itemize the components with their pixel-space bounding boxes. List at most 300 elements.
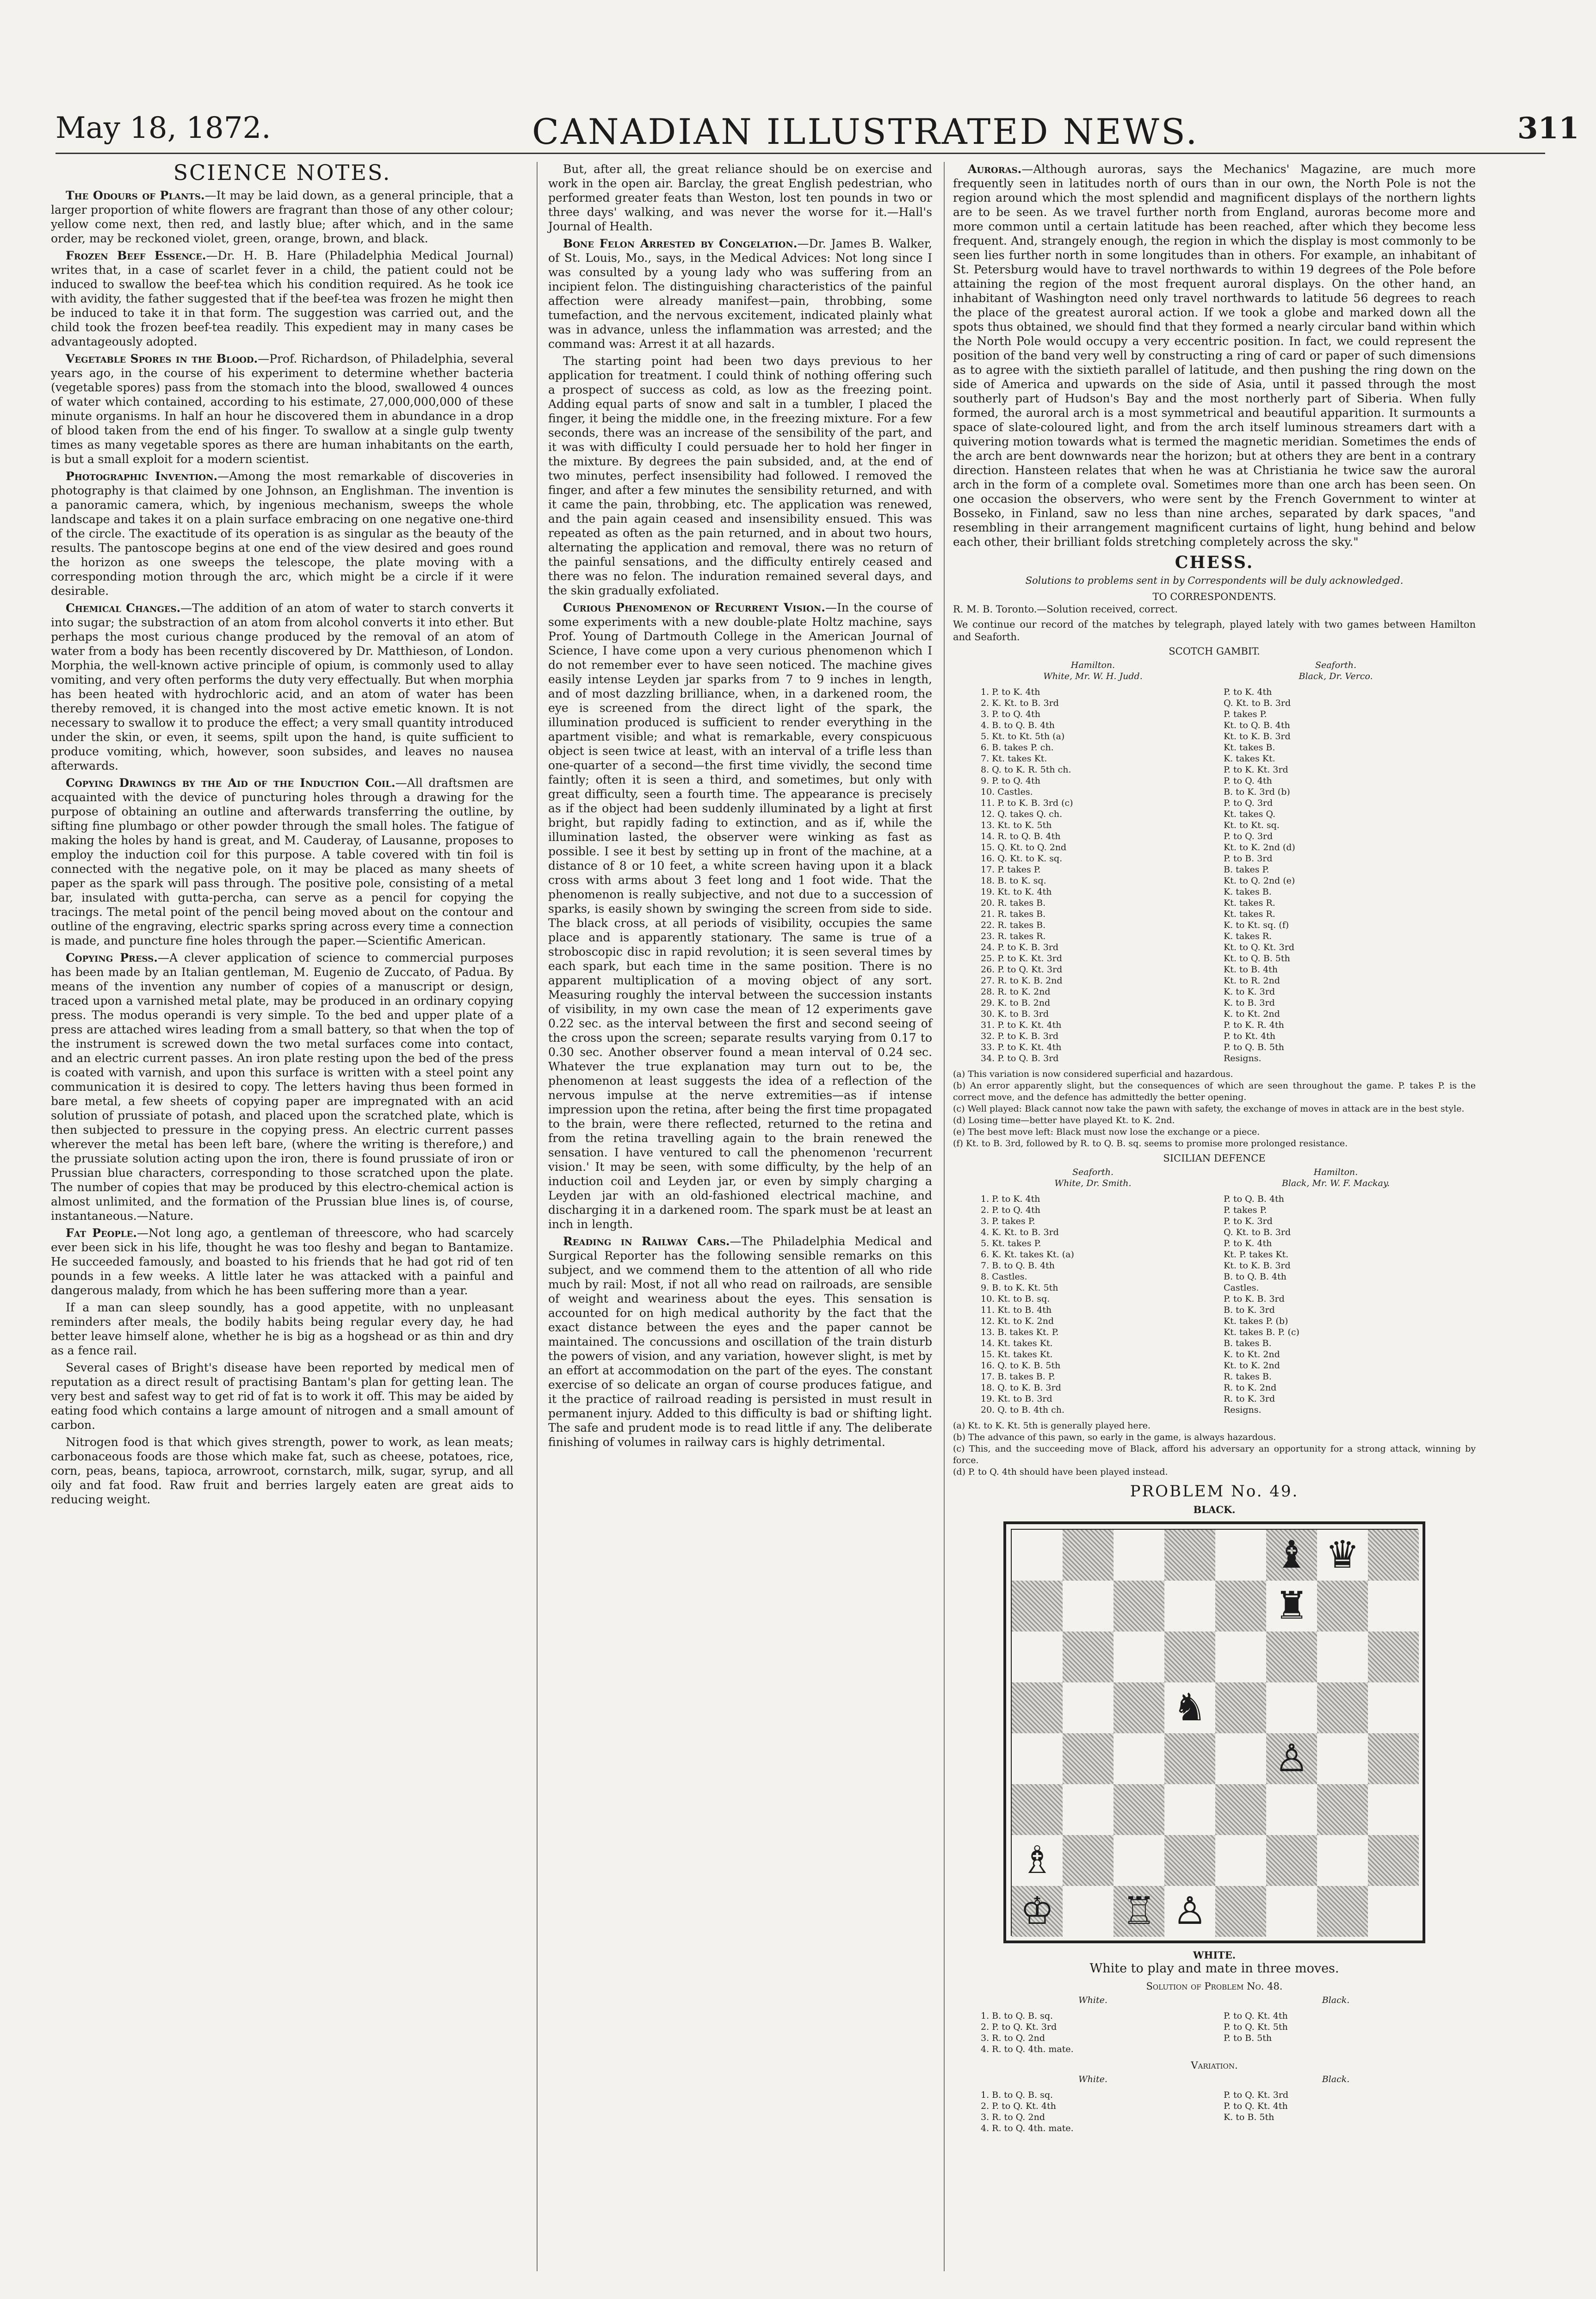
article-text: —Prof. Richardson, of Philadelphia, several years ago, in the course of his experiment to determine whether bacteria (vegetable spores) pass from the stomach into the blood, swallowed 4 ounces of water which contained, according to his estimate, 27,000,000,000 of these minute organisms. In half an hour he discovered them in abundance in a drop of blood taken from the end of his finger. To swallow at a single gulp twenty times as many vegetable spores as there are human inhabitants on the earth, is but a small exploit for a modern scientist. <box>51 352 513 466</box>
game1-notes <box>953 1069 1476 1150</box>
white-move: 4. K. Kt. to B. 3rd <box>981 1227 1059 1237</box>
white-king-icon: ♔ <box>1020 1889 1054 1933</box>
white-move: 2. P. to Q. Kt. 4th <box>981 2101 1056 2111</box>
black-move: P. to K. 3rd <box>1224 1216 1273 1226</box>
article-heading: Auroras. <box>968 162 1022 176</box>
board-square <box>1113 1632 1164 1682</box>
white-move: 16. Q. to K. B. 5th <box>981 1360 1061 1371</box>
article-paragraph <box>548 354 932 598</box>
board-square <box>1368 1682 1419 1733</box>
white-move: 34. P. to Q. B. 3rd <box>981 1053 1059 1063</box>
black-move: P. to Q. B. 4th <box>1224 1194 1284 1204</box>
board-square <box>1063 1530 1113 1581</box>
black-move: Kt. to K. 2nd <box>1224 1360 1280 1371</box>
black-move: P. to K. R. 4th <box>1224 1020 1284 1030</box>
white-move: 32. P. to K. B. 3rd <box>981 1031 1059 1041</box>
white-move: 25. P. to K. Kt. 3rd <box>981 953 1062 964</box>
white-move: 7. Kt. takes Kt. <box>981 754 1047 764</box>
black-move: Kt. takes B. P. (c) <box>1224 1327 1299 1337</box>
board-square <box>1368 1784 1419 1835</box>
white-move: 8. Q. to K. R. 5th ch. <box>981 765 1071 775</box>
white-move: 3. R. to Q. 2nd <box>981 2033 1045 2043</box>
solution-moves <box>981 2010 1448 2055</box>
black-move: B. takes B. <box>1224 1338 1272 1348</box>
white-move: 9. P. to Q. 4th <box>981 776 1040 786</box>
black-bishop-icon: ♝ <box>1274 1533 1309 1577</box>
white-move: 16. Q. Kt. to K. sq. <box>981 853 1063 864</box>
game1-header <box>981 660 1448 682</box>
game2-header <box>981 1167 1448 1189</box>
black-move: P. to K. B. 3rd <box>1224 1294 1285 1304</box>
article-text: Several cases of Bright's disease have been reported by medical men of reputation as a direct result of practising Bantam's plan for getting lean. The very best and safest way to get rid of fat is to work it off. This may be aided by eating food which contains a large amount of nitrogen and a small amount of carbon. <box>51 1361 513 1432</box>
board-square <box>1063 1886 1113 1937</box>
game2-right-place: Hamilton. <box>1313 1167 1358 1177</box>
board-square <box>1317 1733 1368 1784</box>
article-heading: Photographic Invention. <box>66 470 218 483</box>
black-move: P. to Q. Kt. 5th <box>1224 2022 1288 2032</box>
article-heading: Chemical Changes. <box>66 601 181 615</box>
article-heading: Copying Drawings by the Aid of the Induction Coil. <box>66 776 396 790</box>
black-move: P. to Q. 3rd <box>1224 798 1273 808</box>
game-note: (e) The best move left: Black must now lose the exchange or a piece. <box>953 1127 1260 1137</box>
article-heading: Reading in Railway Cars. <box>563 1235 730 1248</box>
black-move: B. to Q. B. 4th <box>1224 1272 1287 1282</box>
black-move: K. to Kt. sq. (f) <box>1224 920 1289 930</box>
white-move: 15. Q. Kt. to Q. 2nd <box>981 842 1067 853</box>
solution-title: Solution of Problem No. 48. <box>1146 1981 1283 1992</box>
white-move: 3. P. to Q. 4th <box>981 709 1040 719</box>
black-move: P. to K. Kt. 3rd <box>1224 765 1288 775</box>
black-move: Kt. takes B. <box>1224 742 1275 753</box>
black-queen-icon: ♛ <box>1325 1533 1360 1577</box>
chess-column <box>953 162 1476 2138</box>
article-paragraph <box>51 776 513 948</box>
variation-header <box>981 2074 1448 2085</box>
article-text: —The Philadelphia Medical and Surgical Reporter has the following sensible remarks on this subject, and we commend them to the attention of all who ride much by rail: Most, if not all who read on railroads, are sensible of weight and weariness about the eyes. This sensation is accounted for on high medical authority by the fact that the exact distance between the eyes and the paper cannot be maintained. The concussions and oscillation of the train disturb the powers of vision, and any variation, however slight, is met by an effort at accommodation on the part of the eyes. The constant exercise of so delicate an organ of course produces fatigue, and it the practice of railroad reading is persisted in must result in permanent injury. Added to this difficulty is bad or shifting light. The safe and prudent mode is to read little if any. The deliberate finishing of volumes in railway cars is highly detrimental. <box>548 1235 932 1449</box>
board-square <box>1317 1530 1368 1581</box>
black-move: P. to Q. Kt. 4th <box>1224 2011 1288 2021</box>
black-move: Kt. to K. 2nd (d) <box>1224 842 1295 853</box>
white-move: 3. P. takes P. <box>981 1216 1035 1226</box>
black-move: P. to Q. Kt. 4th <box>1224 2101 1288 2111</box>
page-number: 311 <box>1517 111 1579 146</box>
article-paragraph <box>953 162 1476 549</box>
variation-title: Variation. <box>1191 2060 1238 2071</box>
black-move: K. to B. 5th <box>1224 2112 1274 2122</box>
white-move: 14. Kt. takes Kt. <box>981 1338 1053 1348</box>
board-square <box>1063 1784 1113 1835</box>
board-square <box>1368 1886 1419 1937</box>
black-move: R. takes B. <box>1224 1372 1272 1382</box>
black-move: B. to K. 3rd (b) <box>1224 787 1290 797</box>
game2-right-player: Black, Mr. W. F. Mackay. <box>1281 1178 1390 1188</box>
black-move: Kt. to R. 2nd <box>1224 976 1280 986</box>
board-square <box>1063 1682 1113 1733</box>
white-pawn-icon: ♙ <box>1274 1737 1309 1780</box>
board-square <box>1215 1581 1266 1632</box>
white-move: 1. P. to K. 4th <box>981 687 1040 697</box>
game-note: (b) The advance of this pawn, so early in the game, is always hazardous. <box>953 1432 1276 1442</box>
game-note: (d) P. to Q. 4th should have been played instead. <box>953 1467 1168 1477</box>
black-move: K. takes R. <box>1224 931 1272 941</box>
white-move: 17. P. takes P. <box>981 865 1041 875</box>
black-move: Castles. <box>1224 1283 1259 1293</box>
variation-black-label: Black. <box>1322 2074 1350 2084</box>
article-text: —In the course of some experiments with a new double-plate Holtz machine, says Prof. Young of Dartmouth College in the American Journal of Science, I have come upon a very curious phenomenon which I do not remember ever to have seen noticed. The machine gives easily intense Leyden jar sparks from 7 to 9 inches in length, and of most dazzling brilliance, when, in a darkened room, the eye is screened from the direct light of the spark, the illumination produced is sufficient to render everything in the apartment visible; and what is remarkable, every conspicuous object is seen twice at least, with an interval of a trifle less than one-quarter of a second—the first time vividly, the second time faintly; often it is seen a third, and sometimes, but only with great difficulty, seen a fourth time. The appearance is precisely as if the object had been suddenly illuminated by a light at first bright, but rapidly fading to extinction, and as if, while the illumination lasted, the observer were winking as fast as possible. I see it best by setting up in front of the machine, at a distance of 8 or 10 feet, a white screen having upon it a black cross with arms about 3 feet long and 1 foot wide. That the phenomenon is really subjective, and not due to a succession of sparks, is easily shown by swinging the screen from side to side. The black cross, at all periods of visibility, occupies the same place and is apparently stationary. The same is true of a stroboscopic disc in rapid revolution; it is seen several times by each spark, but each time in the same position. There is no apparent multiplication of a moving object of any sort. Measuring roughly the interval between the succession instants of visibility, in my own case the mean of 12 experiments gave 0.22 sec. as the interval between the first and second seeing of the cross upon the screen; separate results varying from 0.17 to 0.30 sec. Another observer found a mean interval of 0.24 sec. Whatever the true explanation may turn out to be, the phenomenon at least suggests the idea of a reflection of the nervous impulse at the nerve extremities—as if intense impression upon the retina, after being the first time propagated to the brain, were there reflected, returned to the retina and from the retina travelling again to the brain renewed the sensation. I have ventured to call the phenomenon 'recurrent vision.' It may be seen, with some difficulty, by the help of an induction coil and Leyden jar, or even by simply charging a Leyden jar with an old-fashioned electrical machine, and discharging it in a darkened room. The spark must be at least an inch in length. <box>548 601 932 1231</box>
article-paragraph <box>51 1300 513 1358</box>
article-heading: The Odours of Plants. <box>66 189 205 202</box>
white-move: 24. P. to K. B. 3rd <box>981 942 1059 952</box>
game-note: (c) This, and the succeeding move of Black, afford his adversary an opportunity for a strong attack, winning by force. <box>953 1444 1476 1465</box>
white-move: 8. Castles. <box>981 1272 1027 1282</box>
white-move: 12. Kt. to K. 2nd <box>981 1316 1054 1326</box>
white-bishop-icon: ♗ <box>1020 1838 1054 1882</box>
white-move: 13. Kt. to K. 5th <box>981 820 1052 830</box>
board-square <box>1368 1581 1419 1632</box>
white-move: 1. B. to Q. B. sq. <box>981 2011 1053 2021</box>
board-square <box>1012 1784 1063 1835</box>
problem-caption: White to play and mate in three moves. <box>1089 1961 1339 1976</box>
white-move: 30. K. to B. 3rd <box>981 1009 1049 1019</box>
black-move: P. takes P. <box>1224 709 1267 719</box>
solution-black-label: Black. <box>1322 1995 1350 2005</box>
white-move: 19. Kt. to K. 4th <box>981 887 1052 897</box>
white-move: 10. Castles. <box>981 787 1033 797</box>
board-square <box>1012 1632 1063 1682</box>
article-text: If a man can sleep soundly, has a good appetite, with no unpleasant reminders after meals, the bodily habits being regular every day, he had better leave himself alone, whether he is big as a hogshead or as thin and dry as a fence rail. <box>51 1301 513 1357</box>
variation-moves <box>981 2089 1448 2134</box>
white-move: 29. K. to B. 2nd <box>981 998 1051 1008</box>
white-move: 20. Q. to B. 4th ch. <box>981 1405 1065 1415</box>
black-move: P. to B. 3rd <box>1224 853 1273 864</box>
black-move: Kt. to K. B. 3rd <box>1224 731 1291 742</box>
black-move: Resigns. <box>1224 1405 1262 1415</box>
white-move: 27. R. to K. B. 2nd <box>981 976 1063 986</box>
article-paragraph <box>548 162 932 234</box>
article-heading: Curious Phenomenon of Recurrent Vision. <box>563 601 825 614</box>
white-move: 5. Kt. takes P. <box>981 1238 1041 1248</box>
white-move: 14. R. to Q. B. 4th <box>981 831 1061 841</box>
black-move: K. to Kt. 2nd <box>1224 1009 1280 1019</box>
article-paragraph <box>51 601 513 773</box>
article-paragraph <box>51 188 513 246</box>
black-move: P. to K. 4th <box>1224 1238 1272 1248</box>
chess-notice: Solutions to problems sent in by Correspondents will be duly acknowledged. <box>1025 575 1404 586</box>
board-square <box>1368 1835 1419 1886</box>
article-paragraph <box>51 469 513 598</box>
solution-white-label: White. <box>1078 1995 1107 2005</box>
article-text: —All draftsmen are acquainted with the device of puncturing holes through a drawing for the purpose of obtaining an outline and afterwards transferring the outline, by sifting fine plumbago or other powder through the small holes. The fatigue of making the holes by hand is great, and M. Cauderay, of Lausanne, proposes to employ the induction coil for this purpose. A table covered with tin foil is connected with the negative pole, on it may be placed as many sheets of paper as the spark will pass through. The positive pole, consisting of a metal bar, insulated with gutta-percha, can serve as a pencil for copying the tracings. The metal point of the pencil being moved about on the contour and outline of the engraving, electric sparks spring across every time a connection is made, and puncture fine holes through the paper.—Scientific American. <box>51 776 513 947</box>
article-heading: Vegetable Spores in the Blood. <box>66 352 258 365</box>
article-heading: Frozen Beef Essence. <box>66 249 206 262</box>
chess-title: CHESS. <box>1175 553 1254 572</box>
black-move: K. takes Kt. <box>1224 754 1275 764</box>
black-move: Kt. to Q. B. 5th <box>1224 953 1290 964</box>
white-move: 9. B. to K. Kt. 5th <box>981 1283 1058 1293</box>
board-square <box>1164 1530 1215 1581</box>
board-square <box>1215 1835 1266 1886</box>
white-move: 31. P. to K. Kt. 4th <box>981 1020 1062 1030</box>
white-move: 22. R. takes B. <box>981 920 1046 930</box>
board-square <box>1113 1581 1164 1632</box>
black-move: R. to K. 3rd <box>1224 1394 1275 1404</box>
black-move: Q. Kt. to B. 3rd <box>1224 1227 1291 1237</box>
article-paragraph <box>548 1234 932 1449</box>
problem-black-label: BLACK. <box>1193 1504 1236 1515</box>
black-move: P. to Q. 4th <box>1224 776 1272 786</box>
white-move: 1. P. to K. 4th <box>981 1194 1040 1204</box>
board-square <box>1266 1835 1317 1886</box>
article-text: —Although auroras, says the Mechanics' Magazine, are much more frequently seen in latitudes north of ours than in our own, the North Pole is not the region around which the most splendid and magnificent displays of the northern lights are to be seen. As we travel further north from England, auroras become more and more common until a certain latitude has been reached, after which they become less frequent. And, strangely enough, the region in which the display is most commonly to be seen lies further north in some longitudes than in others. For example, an inhabitant of St. Petersburg would have to travel northwards to within 19 degrees of the Pole before attaining the region of the most frequent auroral displays. On the other hand, an inhabitant of Washington need only travel northwards to latitude 56 degrees to reach the place of the greatest auroral action. If we took a globe and marked down all the spots thus obtained, we should find that they formed a nearly circular band within which the North Pole would occupy a very eccentric position. In fact, we could represent the position of the band very well by constructing a ring of card or paper of such dimensions as to agree with the sixtieth parallel of latitude, and then pushing the ring down on the side of America and upwards on the side of Asia, until it passed through the most southerly part of Hudson's Bay and the most northerly part of Siberia. When fully formed, the auroral arch is a most symmetrical and beautiful apparition. It surmounts a space of slate-coloured light, and from the arch itself luminous streamers dart with a quivering motion towards what is termed the magnetic meridian. Sometimes the ends of the arch are bent downwards near the horizon; but at others they are bent in a contrary direction. Hansteen relates that when he was at Christiania he twice saw the auroral arch in the form of a complete oval. Sometimes more than one arch has been seen. On one occasion the observers, who were sent by the French Government to winter at Bosseko, in Finland, saw no less than nine arches, separated by dark spaces, "and resembling in their arrangement magnificent curtains of light, hung behind and below each other, their brilliant folds stretching completely across the sky." <box>953 162 1476 549</box>
board-square <box>1317 1581 1368 1632</box>
board-square <box>1317 1632 1368 1682</box>
black-move: Kt. to Q. 2nd (e) <box>1224 876 1295 886</box>
board-square <box>1012 1682 1063 1733</box>
problem-title: PROBLEM No. 49. <box>1130 1482 1299 1501</box>
game1-moves <box>981 686 1448 1064</box>
correspondents-text: R. M. B. Toronto.—Solution received, correct. <box>953 604 1178 615</box>
board-square <box>1164 1835 1215 1886</box>
white-move: 1. B. to Q. B. sq. <box>981 2090 1053 2100</box>
game-note: (d) Losing time—better have played Kt. to K. 2nd. <box>953 1115 1175 1125</box>
board-square <box>1113 1835 1164 1886</box>
white-move: 3. R. to Q. 2nd <box>981 2112 1045 2122</box>
black-move: Kt. takes P. (b) <box>1224 1316 1288 1326</box>
game-note: (b) An error apparently slight, but the consequences of which are seen throughout the game. P. takes P. is the correct move, and the defence has admittedly the better opening. <box>953 1081 1476 1102</box>
board-square <box>1113 1530 1164 1581</box>
black-move: P. to K. 4th <box>1224 687 1272 697</box>
black-move: Kt. takes R. <box>1224 898 1275 908</box>
game2-opening: SICILIAN DEFENCE <box>1163 1153 1266 1164</box>
black-move: P. to Q. B. 5th <box>1224 1042 1284 1052</box>
black-move: B. takes P. <box>1224 865 1269 875</box>
game2-left-place: Seaforth. <box>1072 1167 1114 1177</box>
article-paragraph <box>548 600 932 1231</box>
white-move: 2. P. to Q. 4th <box>981 1205 1040 1215</box>
white-move: 7. B. to Q. B. 4th <box>981 1261 1055 1271</box>
black-move: P. to Q. Kt. 3rd <box>1224 2090 1289 2100</box>
article-paragraph <box>548 236 932 351</box>
white-move: 11. Kt. to B. 4th <box>981 1305 1052 1315</box>
board-square <box>1266 1581 1317 1632</box>
black-move: Kt. to Kt. sq. <box>1224 820 1280 830</box>
board-square <box>1012 1733 1063 1784</box>
black-move: K. to Kt. 2nd <box>1224 1349 1280 1360</box>
article-paragraph <box>51 1226 513 1298</box>
solution-header <box>981 1995 1448 2006</box>
article-heading: Copying Press. <box>66 951 158 964</box>
board-square <box>1266 1632 1317 1682</box>
board-square <box>1215 1530 1266 1581</box>
game2-notes <box>953 1420 1476 1478</box>
white-move: 10. Kt. to B. sq. <box>981 1294 1050 1304</box>
board-square <box>1317 1682 1368 1733</box>
board-square <box>1012 1886 1063 1937</box>
board-square <box>1215 1784 1266 1835</box>
game2-left-player: White, Dr. Smith. <box>1054 1178 1132 1188</box>
board-square <box>1113 1784 1164 1835</box>
article-paragraph <box>51 951 513 1223</box>
chess-diagram <box>1003 1521 1425 1943</box>
board-square <box>1215 1886 1266 1937</box>
black-move: B. to K. 3rd <box>1224 1305 1275 1315</box>
board-square <box>1317 1886 1368 1937</box>
board-square <box>1063 1632 1113 1682</box>
black-move: Kt. to B. 4th <box>1224 964 1278 975</box>
black-move: Kt. to Q. Kt. 3rd <box>1224 942 1294 952</box>
article-text: —Dr. H. B. Hare (Philadelphia Medical Journal) writes that, in a case of scarlet fever in a child, the patient could not be induced to swallow the beef-tea which his condition required. As he took ice with avidity, the father suggested that if the beef-tea was frozen he might then be induced to take it in that form. The suggestion was carried out, and the child took the frozen beef-tea readily. This expedient may in many cases be advantageously adopted. <box>51 249 513 348</box>
white-move: 13. B. takes Kt. P. <box>981 1327 1059 1337</box>
article-paragraph <box>51 1435 513 1507</box>
board-square <box>1113 1733 1164 1784</box>
board-square <box>1012 1530 1063 1581</box>
white-move: 4. B. to Q. B. 4th <box>981 720 1055 730</box>
black-move: P. takes P. <box>1224 1205 1267 1215</box>
board-square <box>1164 1733 1215 1784</box>
header-rule <box>56 153 1545 154</box>
article-text: —Among the most remarkable of discoveries in photography is that claimed by one Johnson, an Englishman. The invention is a panoramic camera, which, by ingenious mechanism, sweeps the whole landscape and takes it on a plain surface embracing on one negative one-third of the circle. The exactitude of its operation is as singular as the beauty of the results. The pantoscope begins at one end of the view desired and goes round the horizon as one sweeps the telescope, the plate moving with a corresponding motion through the arc, which might be a circle if it were desirable. <box>51 470 513 598</box>
article-heading: Fat People. <box>66 1226 137 1240</box>
board-square <box>1113 1886 1164 1937</box>
black-move: Kt. P. takes Kt. <box>1224 1249 1289 1260</box>
article-text: —The addition of an atom of water to starch converts it into sugar; the substraction of an atom from alcohol converts it into ether. But perhaps the most curious change produced by the removal of an atom of water from a body has been recently discovered by Dr. Matthieson, of London. Morphia, the well-known active principle of opium, is commonly used to allay vomiting, and very often performs the duty very effectually. But when morphia has been heated with hydrochloric acid, and an atom of water has been thereby removed, it is changed into the most active emetic known. It is not necessary to swallow it to produce the effect; a very small quantity introduced under the skin, or even, it seems, spilt upon the hand, is quite sufficient to produce vomiting, which, however, soon subsides, and leaves no nausea afterwards. <box>51 601 513 773</box>
article-text: Nitrogen food is that which gives strength, power to work, as lean meats; carbonaceous foods are those which make fat, such as cheese, potatoes, rice, corn, peas, beans, tapioca, arrowroot, cornstarch, milk, sugar, syrup, and all oily and fat food. Raw fruit and berries largely eaten are great aids to reducing weight. <box>51 1435 513 1506</box>
board-square <box>1368 1530 1419 1581</box>
board-square <box>1266 1733 1317 1784</box>
article-paragraph <box>51 352 513 466</box>
black-move: K. to B. 3rd <box>1224 998 1275 1008</box>
black-move <box>1224 2044 1448 2055</box>
black-knight-icon: ♞ <box>1173 1686 1207 1730</box>
white-move: 11. P. to K. B. 3rd (c) <box>981 798 1073 808</box>
white-move: 4. R. to Q. 4th. mate. <box>981 2044 1074 2054</box>
board-square <box>1164 1581 1215 1632</box>
article-text: —It may be laid down, as a general principle, that a larger proportion of white flowers are fragrant than those of any other colour; yellow come next, then red, and lastly blue; after which, and in the same order, may be reckoned violet, green, orange, brown, and black. <box>51 189 513 245</box>
white-rook-icon: ♖ <box>1122 1889 1156 1933</box>
white-pawn-icon: ♙ <box>1173 1889 1207 1933</box>
white-move: 26. P. to Q. Kt. 3rd <box>981 964 1063 975</box>
white-move: 28. R. to K. 2nd <box>981 987 1051 997</box>
column-divider <box>944 162 945 2271</box>
variation-white-label: White. <box>1078 2074 1107 2084</box>
board-square <box>1113 1682 1164 1733</box>
black-move: P. to Q. 3rd <box>1224 831 1273 841</box>
board-square <box>1368 1733 1419 1784</box>
chess-board <box>1011 1529 1418 1936</box>
science-column-1 <box>51 162 513 1509</box>
science-column-2 <box>548 162 932 1452</box>
white-move: 23. R. takes R. <box>981 931 1046 941</box>
board-square <box>1266 1682 1317 1733</box>
black-move: Kt. to K. B. 3rd <box>1224 1261 1291 1271</box>
board-square <box>1164 1784 1215 1835</box>
board-square <box>1063 1835 1113 1886</box>
board-square <box>1215 1733 1266 1784</box>
game-note: (a) Kt. to K. Kt. 5th is generally played here. <box>953 1421 1151 1431</box>
board-square <box>1164 1886 1215 1937</box>
black-move: P. to Kt. 4th <box>1224 1031 1275 1041</box>
board-square <box>1215 1682 1266 1733</box>
board-square <box>1164 1632 1215 1682</box>
game-note: (c) Well played: Black cannot now take the pawn with safety, the exchange of moves in attack are in the best style. <box>953 1104 1465 1114</box>
game1-opening: SCOTCH GAMBIT. <box>1169 646 1260 657</box>
game-note: (a) This variation is now considered superficial and hazardous. <box>953 1069 1233 1079</box>
column-divider <box>537 162 538 2271</box>
black-move: Resigns. <box>1224 1053 1262 1063</box>
article-text: The starting point had been two days previous to her application for treatment. I could think of nothing offering such a prospect of success as cold, as low as the freezing point. Adding equal parts of snow and salt in a tumbler, I placed the finger, it being the middle one, in the freezing mixture. For a few seconds, there was an increase of the sensibility of the part, and it was with difficulty I could persuade her to hold her finger in the mixture. By degrees the pain subsided, and, at the end of two minutes, perfect insensibility had followed. I removed the finger, and after a few minutes the sensibility returned, and with it came the pain, throbbing, etc. The application was renewed, and the pain again ceased and insensibility ensued. This was repeated as often as the pain returned, and in about two hours, alternating the application and removal, there was no return of the painful sensations, and the difficulty entirely ceased and there was no felon. The induration remained several days, and the skin gradually exfoliated. <box>548 354 932 597</box>
white-move: 21. R. takes B. <box>981 909 1046 919</box>
white-move: 2. P. to Q. Kt. 3rd <box>981 2022 1057 2032</box>
board-square <box>1368 1632 1419 1682</box>
black-move: K. to K. 3rd <box>1224 987 1275 997</box>
board-square <box>1266 1784 1317 1835</box>
black-move: Kt. takes Q. <box>1224 809 1276 819</box>
white-move: 18. B. to K. sq. <box>981 876 1046 886</box>
board-square <box>1012 1581 1063 1632</box>
game1-right-player: Black, Dr. Verco. <box>1299 671 1373 681</box>
masthead-title: CANADIAN ILLUSTRATED NEWS. <box>532 111 1199 152</box>
game-note: (f) Kt. to B. 3rd, followed by R. to Q. B. sq. seems to promise more prolonged resistance. <box>953 1138 1348 1149</box>
black-move: K. takes B. <box>1224 887 1272 897</box>
white-move: 6. K. Kt. takes Kt. (a) <box>981 1249 1074 1260</box>
black-move: R. to K. 2nd <box>1224 1383 1277 1393</box>
black-move: Kt. to Q. B. 4th <box>1224 720 1290 730</box>
black-rook-icon: ♜ <box>1274 1584 1309 1628</box>
game2-moves <box>981 1193 1448 1415</box>
board-square <box>1063 1581 1113 1632</box>
correspondents-title: TO CORRESPONDENTS. <box>1152 591 1276 602</box>
section-title: SCIENCE NOTES. <box>173 160 391 185</box>
white-move: 12. Q. takes Q. ch. <box>981 809 1063 819</box>
black-move <box>1224 2123 1448 2134</box>
chess-intro: We continue our record of the matches by telegraph, played lately with two games between Hamilton and Seaforth. <box>953 619 1476 643</box>
board-square <box>1215 1632 1266 1682</box>
board-square <box>1266 1530 1317 1581</box>
white-move: 2. K. Kt. to B. 3rd <box>981 698 1059 708</box>
game1-left-player: White, Mr. W. H. Judd. <box>1043 671 1143 681</box>
white-move: 6. B. takes P. ch. <box>981 742 1054 753</box>
white-move: 33. P. to K. Kt. 4th <box>981 1042 1062 1052</box>
board-square <box>1164 1682 1215 1733</box>
article-text: —A clever application of science to commercial purposes has been made by an Italian gentleman, M. Eugenio de Zuccato, of Padua. By means of the invention any number of copies of a manuscript or design, traced upon a varnished metal plate, may be produced in an ordinary copying press. The modus operandi is very simple. To the bed and upper plate of a press are attached wires leading from a small battery, so that when the top of the instrument is screwed down the two metal surfaces come into contact, and an electric current passes. An iron plate resting upon the bed of the press is coated with varnish, and upon this surface is written with a steel point any communication it is desired to copy. The letters having thus been formed in bare metal, a few sheets of copying paper are impregnated with an acid solution of prussiate of potash, and placed upon the scratched plate, which is then subjected to pressure in the copying press. An electric current passes wherever the metal has been left bare, (where the writing is therefore,) and the prussiate solution acting upon the iron, there is found prussiate of iron or Prussian blue characters, corresponding to those scratched upon the plate. The number of copies that may be produced by this electro-chemical action is almost unlimited, and the formation of the Prussian blue lines is, of course, instantaneous.—Nature. <box>51 951 513 1223</box>
board-square <box>1266 1886 1317 1937</box>
white-move: 15. Kt. takes Kt. <box>981 1349 1053 1360</box>
article-heading: Bone Felon Arrested by Congelation. <box>563 237 798 250</box>
black-move: Kt. takes R. <box>1224 909 1275 919</box>
black-move: P. to B. 5th <box>1224 2033 1272 2043</box>
white-move: 5. Kt. to Kt. 5th (a) <box>981 731 1065 742</box>
issue-date: May 18, 1872. <box>56 111 271 145</box>
game1-right-place: Seaforth. <box>1315 660 1357 670</box>
board-square <box>1317 1835 1368 1886</box>
article-text: —Dr. James B. Walker, of St. Louis, Mo., says, in the Medical Advices: Not long since I was consulted by a young lady who was suffering from an incipient felon. The distinguishing characteristics of the painful affection were already manifest—pain, throbbing, some tumefaction, and the nervous excitement, indicated plainly what was in advance, unless the inflammation was arrested; and the command was: Arrest it at all hazards. <box>548 237 932 351</box>
white-move: 20. R. takes B. <box>981 898 1046 908</box>
white-move: 19. Kt. to B. 3rd <box>981 1394 1052 1404</box>
board-square <box>1063 1733 1113 1784</box>
white-move: 18. Q. to K. B. 3rd <box>981 1383 1061 1393</box>
article-paragraph <box>51 248 513 349</box>
black-move: Q. Kt. to B. 3rd <box>1224 698 1291 708</box>
game1-left-place: Hamilton. <box>1070 660 1115 670</box>
problem-white-label: WHITE. <box>1193 1949 1236 1961</box>
article-paragraph <box>51 1360 513 1432</box>
white-move: 4. R. to Q. 4th. mate. <box>981 2123 1074 2133</box>
board-square <box>1317 1784 1368 1835</box>
board-square <box>1012 1835 1063 1886</box>
white-move: 17. B. takes B. P. <box>981 1372 1055 1382</box>
article-text: But, after all, the great reliance should be on exercise and work in the open air. Barclay, the great English pedestrian, who performed greater feats than Weston, lost ten pounds in two or three days' walking, and was never the worse for it.—Hall's Journal of Health. <box>548 162 932 233</box>
article-text: —Not long ago, a gentleman of threescore, who had scarcely ever been sick in his life, thought he was too fleshy and began to Bantamize. He succeeded famously, and boasted to his friends that he had got rid of ten pounds in a few weeks. A little later he was attacked with a painful and dangerous malady, from which he has been suffering more than a year. <box>51 1226 513 1297</box>
